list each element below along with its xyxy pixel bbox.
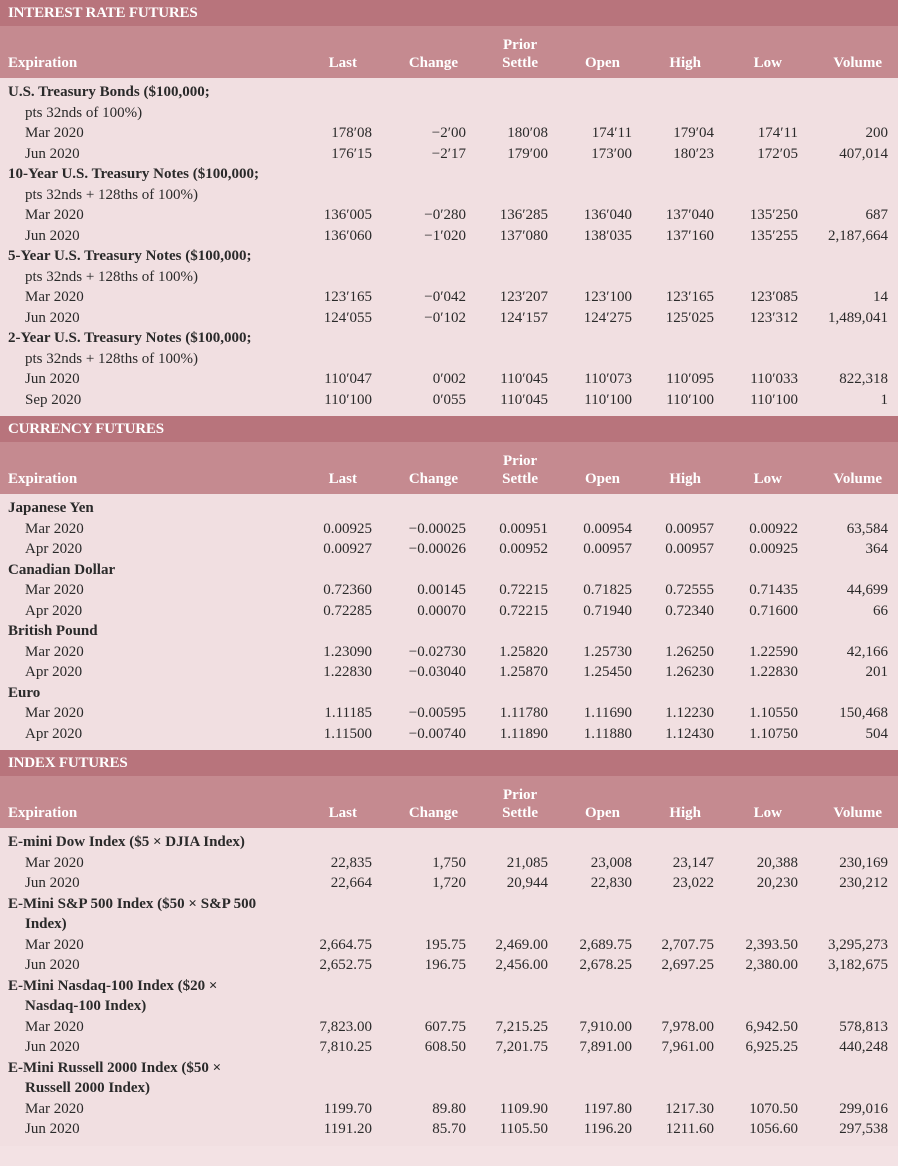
section-title: CURRENCY FUTURES: [0, 416, 898, 442]
column-header-volume: Volume: [833, 805, 882, 821]
cell-last: 2,652.75: [319, 957, 372, 973]
cell-expiration: Apr 2020: [25, 664, 83, 680]
cell-open: 1.25730: [583, 643, 632, 660]
column-header-row: [0, 26, 898, 78]
cell-expiration: Jun 2020: [25, 1121, 80, 1137]
cell-last: 0.72285: [323, 602, 372, 619]
cell-low: 172′05: [757, 145, 798, 162]
cell-last: 136′005: [323, 207, 372, 223]
contract-name: 2-Year U.S. Treasury Notes ($100,000;: [8, 330, 252, 346]
table-row: [0, 308, 898, 329]
cell-last: 110′100: [324, 391, 372, 408]
contract-name: 5-Year U.S. Treasury Notes ($100,000;: [8, 248, 252, 264]
column-header-last: Last: [328, 805, 357, 821]
cell-change: −0′042: [424, 289, 466, 305]
cell-volume: 63,584: [846, 520, 888, 537]
contract-name: E-Mini Nasdaq-100 Index ($20 ×: [8, 977, 218, 994]
cell-open: 1.11880: [583, 725, 632, 742]
table-row: [0, 662, 898, 683]
cell-expiration: Mar 2020: [25, 289, 84, 305]
table-row: [0, 519, 898, 540]
contract-title-row: [0, 621, 898, 642]
cell-change: −0.03040: [408, 664, 466, 680]
contract-name: Euro: [8, 684, 41, 701]
cell-open: 0.71940: [583, 602, 632, 619]
cell-open: 23,008: [590, 854, 632, 871]
cell-last: 1.11185: [324, 705, 372, 721]
cell-change: 0′002: [432, 371, 466, 387]
cell-expiration: Jun 2020: [25, 875, 80, 891]
cell-volume: 364: [865, 541, 888, 557]
cell-prior-settle: 0.72215: [499, 602, 548, 619]
cell-volume: 687: [865, 207, 888, 223]
cell-low: 6,925.25: [745, 1039, 798, 1055]
table-row: [0, 601, 898, 622]
column-header-high: High: [669, 471, 701, 487]
cell-low: 1070.50: [749, 1100, 798, 1117]
cell-expiration: Jun 2020: [25, 227, 80, 244]
cell-expiration: Mar 2020: [25, 1100, 84, 1117]
cell-change: 195.75: [424, 936, 466, 953]
cell-low: 2,380.00: [745, 957, 798, 973]
cell-last: 22,835: [330, 854, 372, 871]
column-header-settle-line2: Settle: [502, 471, 538, 487]
cell-low: 123′085: [749, 289, 798, 305]
contract-title-row: [0, 1078, 898, 1099]
cell-change: −1′020: [424, 227, 466, 244]
cell-expiration: Jun 2020: [25, 371, 80, 387]
contract-title-row: [0, 1058, 898, 1079]
table-row: [0, 873, 898, 894]
cell-prior-settle: 2,469.00: [495, 936, 548, 953]
cell-expiration: Mar 2020: [25, 125, 84, 141]
cell-volume: 504: [865, 725, 888, 742]
cell-prior-settle: 1109.90: [499, 1100, 548, 1117]
cell-open: 136′040: [583, 207, 632, 223]
cell-low: 1.22830: [749, 664, 798, 680]
cell-prior-settle: 7,201.75: [495, 1039, 548, 1055]
column-header-prior-line1: Prior: [503, 453, 538, 469]
cell-last: 22,664: [330, 875, 372, 891]
cell-last: 136′060: [323, 227, 372, 244]
contract-title-row: [0, 82, 898, 103]
column-header-change: Change: [408, 805, 458, 821]
column-header-high: High: [669, 805, 701, 821]
cell-high: 1.26250: [665, 643, 714, 660]
cell-prior-settle: 2,456.00: [495, 957, 548, 973]
cell-high: 23,147: [672, 854, 714, 871]
cell-high: 125′025: [665, 309, 714, 326]
cell-high: 180′23: [673, 145, 714, 162]
cell-open: 0.00954: [583, 520, 632, 537]
contract-title-row: [0, 103, 898, 124]
column-header-open: Open: [584, 471, 620, 487]
contract-name: Index): [25, 916, 67, 932]
contract-name: Nasdaq-100 Index): [25, 998, 147, 1014]
cell-low: 0.00925: [749, 541, 798, 557]
contract-name: E-Mini Russell 2000 Index ($50 ×: [8, 1059, 222, 1076]
column-header-prior-settle: [502, 786, 538, 822]
cell-last: 7,810.25: [319, 1039, 372, 1055]
cell-expiration: Apr 2020: [25, 602, 83, 619]
cell-low: 1056.60: [749, 1121, 798, 1137]
cell-low: 110′100: [750, 391, 798, 408]
cell-last: 176′15: [331, 145, 372, 162]
cell-expiration: Mar 2020: [25, 854, 84, 871]
cell-volume: 407,014: [839, 145, 888, 162]
cell-prior-settle: 180′08: [507, 125, 548, 141]
table-row: [0, 1037, 898, 1058]
cell-last: 1199.70: [323, 1100, 372, 1117]
section-title: INDEX FUTURES: [0, 750, 898, 776]
cell-prior-settle: 124′157: [499, 309, 548, 326]
cell-expiration: Mar 2020: [25, 582, 84, 598]
cell-change: 607.75: [424, 1018, 466, 1035]
cell-high: 7,961.00: [661, 1039, 714, 1055]
cell-last: 1191.20: [323, 1121, 372, 1137]
contract-title-row: [0, 498, 898, 519]
cell-volume: 201: [865, 664, 888, 680]
cell-low: 1.22590: [749, 643, 798, 660]
cell-open: 138′035: [583, 227, 632, 244]
cell-expiration: Sep 2020: [25, 391, 82, 408]
column-header-last: Last: [328, 471, 357, 487]
cell-change: −2′17: [431, 145, 466, 162]
cell-prior-settle: 7,215.25: [495, 1018, 548, 1035]
section-body: [0, 78, 898, 416]
cell-open: 110′100: [584, 391, 632, 408]
cell-open: 110′073: [584, 371, 632, 387]
cell-prior-settle: 123′207: [499, 289, 548, 305]
cell-open: 1.25450: [583, 664, 632, 680]
cell-last: 1.23090: [323, 643, 372, 660]
cell-volume: 578,813: [839, 1018, 888, 1035]
cell-low: 1.10550: [749, 705, 798, 721]
cell-open: 124′275: [583, 309, 632, 326]
cell-expiration: Mar 2020: [25, 705, 84, 721]
cell-high: 0.00957: [665, 541, 714, 557]
cell-high: 0.72340: [665, 602, 714, 619]
cell-high: 110′100: [666, 391, 714, 408]
table-row: [0, 205, 898, 226]
cell-volume: 44,699: [846, 582, 888, 598]
contract-title-row: [0, 328, 898, 349]
contract-title-row: [0, 894, 898, 915]
cell-change: −0′280: [424, 207, 466, 223]
cell-low: 6,942.50: [745, 1018, 798, 1035]
table-row: [0, 390, 898, 411]
cell-last: 1.22830: [323, 664, 372, 680]
contract-name: pts 32nds + 128ths of 100%): [25, 350, 199, 367]
table-row: [0, 703, 898, 724]
cell-high: 7,978.00: [661, 1018, 714, 1035]
contract-title-row: [0, 683, 898, 704]
cell-low: 0.71600: [749, 602, 798, 619]
column-header-prior-settle: [502, 36, 538, 72]
column-header-prior-line1: Prior: [503, 787, 538, 803]
cell-low: 0.71435: [749, 582, 798, 598]
cell-low: 123′312: [749, 309, 798, 326]
column-header-row: [0, 442, 898, 494]
cell-high: 1217.30: [665, 1100, 714, 1117]
cell-expiration: Apr 2020: [25, 725, 83, 742]
table-row: [0, 1099, 898, 1120]
column-header-settle-line2: Settle: [502, 55, 538, 71]
column-header-last: Last: [328, 55, 357, 71]
table-row: [0, 369, 898, 390]
cell-last: 2,664.75: [319, 936, 372, 953]
cell-prior-settle: 20,944: [506, 875, 548, 891]
cell-high: 2,697.25: [661, 957, 714, 973]
column-header-high: High: [669, 55, 701, 71]
column-header-expiration: Expiration: [8, 471, 78, 487]
cell-open: 173′00: [591, 145, 632, 162]
cell-change: 0.00070: [417, 602, 466, 619]
contract-title-row: [0, 185, 898, 206]
cell-volume: 230,169: [839, 854, 888, 871]
cell-prior-settle: 1.25820: [499, 643, 548, 660]
cell-prior-settle: 179′00: [507, 145, 548, 162]
contract-name: Russell 2000 Index): [25, 1080, 151, 1096]
cell-expiration: Jun 2020: [25, 145, 80, 162]
cell-prior-settle: 0.00951: [499, 520, 548, 537]
cell-high: 123′165: [665, 289, 714, 305]
cell-low: 2,393.50: [745, 936, 798, 953]
cell-last: 0.00927: [323, 541, 372, 557]
cell-low: 1.10750: [749, 725, 798, 742]
cell-change: −0.00026: [408, 541, 466, 557]
table-row: [0, 144, 898, 165]
section-body: [0, 494, 898, 750]
cell-volume: 3,182,675: [828, 957, 888, 973]
cell-high: 179′04: [673, 125, 714, 141]
cell-high: 1.26230: [665, 664, 714, 680]
section-title: INTEREST RATE FUTURES: [0, 0, 898, 26]
cell-high: 110′095: [666, 371, 714, 387]
table-row: [0, 1017, 898, 1038]
cell-expiration: Mar 2020: [25, 936, 84, 953]
column-header-change: Change: [408, 55, 458, 71]
cell-high: 0.00957: [665, 520, 714, 537]
table-row: [0, 853, 898, 874]
cell-change: 196.75: [424, 957, 466, 973]
cell-open: 7,910.00: [579, 1018, 632, 1035]
column-header-prior-settle: [502, 452, 538, 488]
cell-change: −0′102: [424, 309, 466, 326]
cell-expiration: Mar 2020: [25, 1018, 84, 1035]
cell-last: 178′08: [331, 125, 372, 141]
table-row: [0, 580, 898, 601]
contract-name: 10-Year U.S. Treasury Notes ($100,000;: [8, 166, 259, 182]
cell-low: 174′11: [757, 125, 798, 141]
column-header-open: Open: [584, 805, 620, 821]
column-header-prior-line1: Prior: [503, 37, 538, 53]
column-header-settle-line2: Settle: [502, 805, 538, 821]
table-row: [0, 123, 898, 144]
cell-low: 135′250: [749, 207, 798, 223]
contract-title-row: [0, 832, 898, 853]
column-header-low: Low: [753, 805, 782, 821]
cell-prior-settle: 136′285: [499, 207, 548, 223]
cell-open: 2,678.25: [579, 957, 632, 973]
cell-volume: 822,318: [839, 371, 888, 387]
table-row: [0, 287, 898, 308]
cell-prior-settle: 0.00952: [499, 541, 548, 557]
cell-volume: 150,468: [839, 705, 888, 721]
cell-high: 1.12430: [665, 725, 714, 742]
cell-prior-settle: 1.11780: [499, 705, 548, 721]
cell-prior-settle: 21,085: [506, 854, 548, 871]
cell-open: 1.11690: [583, 705, 632, 721]
table-row: [0, 1119, 898, 1140]
contract-title-row: [0, 914, 898, 935]
cell-high: 137′040: [665, 207, 714, 223]
cell-change: 85.70: [432, 1121, 466, 1137]
contract-name: U.S. Treasury Bonds ($100,000;: [8, 84, 210, 100]
column-header-open: Open: [584, 55, 620, 71]
cell-volume: 42,166: [846, 643, 888, 660]
cell-change: 1,750: [432, 854, 466, 871]
cell-prior-settle: 110′045: [500, 371, 548, 387]
column-header-expiration: Expiration: [8, 55, 78, 71]
table-row: [0, 724, 898, 745]
table-row: [0, 935, 898, 956]
column-header-change: Change: [408, 471, 458, 487]
cell-expiration: Jun 2020: [25, 957, 80, 973]
cell-volume: 14: [873, 289, 888, 305]
cell-last: 124′055: [323, 309, 372, 326]
cell-volume: 299,016: [839, 1100, 888, 1117]
table-row: [0, 642, 898, 663]
table-row: [0, 955, 898, 976]
contract-title-row: [0, 246, 898, 267]
table-row: [0, 539, 898, 560]
contract-title-row: [0, 996, 898, 1017]
cell-volume: 297,538: [839, 1121, 888, 1137]
cell-open: 1197.80: [583, 1100, 632, 1117]
cell-prior-settle: 1.25870: [499, 664, 548, 680]
cell-low: 110′033: [750, 371, 798, 387]
contract-name: British Pound: [8, 623, 98, 639]
contract-title-row: [0, 560, 898, 581]
cell-volume: 3,295,273: [828, 936, 888, 953]
cell-volume: 1: [880, 391, 888, 408]
cell-high: 1.12230: [665, 705, 714, 721]
cell-low: 0.00922: [749, 520, 798, 537]
cell-open: 22,830: [590, 875, 632, 891]
cell-expiration: Jun 2020: [25, 309, 80, 326]
contract-title-row: [0, 164, 898, 185]
cell-change: −2′00: [431, 125, 466, 141]
cell-high: 0.72555: [665, 582, 714, 598]
cell-expiration: Mar 2020: [25, 520, 84, 537]
cell-low: 20,230: [756, 875, 798, 891]
cell-expiration: Mar 2020: [25, 643, 84, 660]
cell-low: 135′255: [749, 227, 798, 244]
cell-prior-settle: 110′045: [500, 391, 548, 408]
contract-title-row: [0, 976, 898, 997]
cell-open: 1196.20: [583, 1121, 632, 1137]
contract-name: E-Mini S&P 500 Index ($50 × S&P 500: [8, 895, 257, 912]
contract-name: pts 32nds of 100%): [25, 104, 143, 121]
cell-high: 2,707.75: [661, 936, 714, 953]
cell-open: 0.00957: [583, 541, 632, 557]
cell-prior-settle: 0.72215: [499, 582, 548, 598]
column-header-low: Low: [753, 471, 782, 487]
contract-title-row: [0, 267, 898, 288]
cell-open: 174′11: [591, 125, 632, 141]
cell-high: 23,022: [672, 875, 714, 891]
contract-name: pts 32nds + 128ths of 100%): [25, 186, 199, 203]
contract-name: E-mini Dow Index ($5 × DJIA Index): [8, 834, 245, 850]
column-header-row: [0, 776, 898, 828]
cell-volume: 440,248: [839, 1039, 888, 1055]
cell-change: 89.80: [432, 1100, 466, 1117]
cell-open: 2,689.75: [579, 936, 632, 953]
cell-high: 1211.60: [665, 1121, 714, 1137]
cell-change: 0.00145: [417, 582, 466, 598]
contract-name: pts 32nds + 128ths of 100%): [25, 268, 199, 285]
cell-change: −0.02730: [408, 643, 466, 660]
cell-volume: 2,187,664: [828, 227, 888, 244]
cell-last: 7,823.00: [319, 1018, 372, 1035]
cell-last: 110′047: [324, 371, 372, 387]
cell-volume: 200: [865, 125, 888, 141]
column-header-volume: Volume: [833, 55, 882, 71]
cell-open: 123′100: [583, 289, 632, 305]
cell-prior-settle: 1105.50: [499, 1121, 548, 1137]
cell-prior-settle: 137′080: [499, 227, 548, 244]
contract-name: Japanese Yen: [8, 500, 94, 516]
cell-expiration: Jun 2020: [25, 1039, 80, 1055]
column-header-volume: Volume: [833, 471, 882, 487]
section-body: [0, 828, 898, 1146]
cell-volume: 1,489,041: [828, 309, 888, 326]
cell-last: 0.72360: [323, 582, 372, 598]
cell-last: 1.11500: [323, 725, 372, 742]
cell-high: 137′160: [665, 227, 714, 244]
cell-open: 0.71825: [583, 582, 632, 598]
cell-change: 608.50: [424, 1039, 466, 1055]
column-header-expiration: Expiration: [8, 805, 78, 821]
cell-expiration: Apr 2020: [25, 541, 83, 557]
cell-last: 123′165: [323, 289, 372, 305]
cell-change: 1,720: [432, 875, 466, 891]
contract-title-row: [0, 349, 898, 370]
cell-last: 0.00925: [323, 520, 372, 537]
cell-change: 0′055: [432, 391, 466, 408]
column-header-low: Low: [753, 55, 782, 71]
table-row: [0, 226, 898, 247]
cell-low: 20,388: [756, 854, 798, 871]
cell-change: −0.00740: [408, 725, 466, 742]
cell-open: 7,891.00: [579, 1039, 632, 1055]
cell-change: −0.00595: [408, 705, 466, 721]
cell-expiration: Mar 2020: [25, 207, 84, 223]
cell-change: −0.00025: [408, 520, 466, 537]
cell-volume: 230,212: [839, 875, 888, 891]
cell-prior-settle: 1.11890: [499, 725, 548, 742]
contract-name: Canadian Dollar: [8, 561, 116, 578]
cell-volume: 66: [873, 602, 888, 619]
